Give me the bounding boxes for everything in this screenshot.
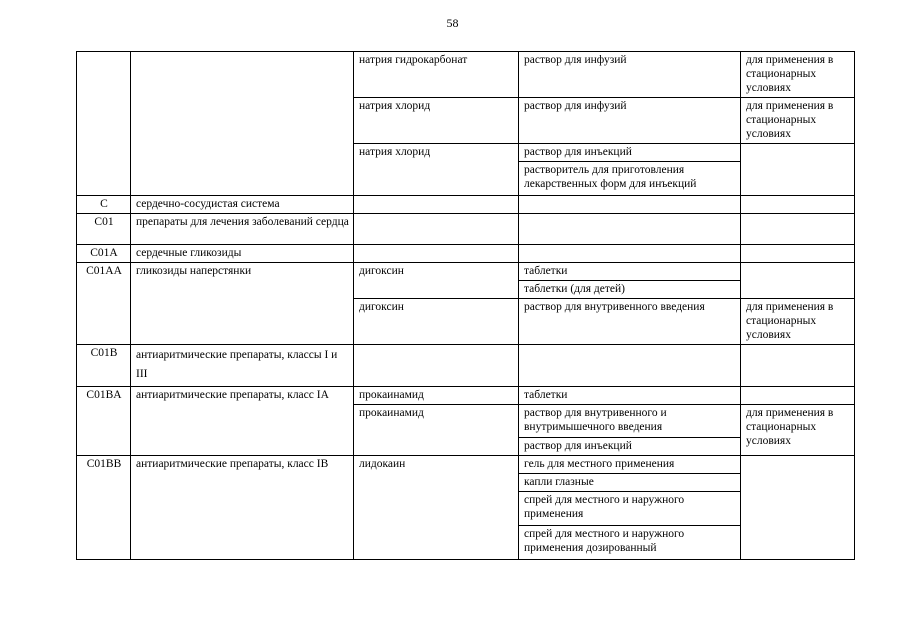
dosage-form-cell [519, 245, 741, 263]
note-cell: для применения в стационарных условиях [741, 299, 855, 345]
drug-name-cell: натрия хлорид [354, 144, 519, 196]
group-name-cell: гликозиды наперстянки [131, 263, 354, 345]
note-cell [741, 196, 855, 214]
dosage-form-cell [519, 196, 741, 214]
dosage-form-cell: таблетки (для детей) [519, 281, 741, 299]
dosage-form-cell: раствор для внутривенного введения [519, 299, 741, 345]
note-cell [741, 245, 855, 263]
page-number: 58 [446, 16, 459, 30]
group-name-cell: сердечные гликозиды [131, 245, 354, 263]
drug-name-cell [354, 245, 519, 263]
note-cell [741, 387, 855, 405]
drug-name-cell: прокаинамид [354, 405, 519, 456]
dosage-form-cell: гель для местного применения [519, 456, 741, 474]
code-cell: C01B [77, 345, 131, 387]
note-cell: для применения в стационарных условиях [741, 405, 855, 456]
table-row [77, 214, 855, 245]
dosage-form-cell [519, 214, 741, 245]
dosage-form-cell [519, 345, 741, 387]
group-name-cell: антиаритмические препараты, класс IB [131, 456, 354, 560]
code-cell: C01BA [77, 387, 131, 456]
table-row [77, 345, 855, 387]
group-name-cell: сердечно-сосудистая система [131, 196, 354, 214]
table-row [77, 263, 855, 281]
dosage-form-cell: раствор для инъекций [519, 438, 741, 456]
dosage-form-cell: спрей для местного и наружного применения дозированный [519, 526, 741, 560]
table-row [77, 456, 855, 474]
table-row [77, 52, 855, 98]
drug-name-cell: лидокаин [354, 456, 519, 560]
dosage-form-cell: раствор для инфузий [519, 98, 741, 144]
group-name-cell: антиаритмические препараты, классы I и III [131, 345, 354, 387]
drug-name-cell: натрия хлорид [354, 98, 519, 144]
drug-table [76, 51, 855, 560]
note-cell: для применения в стационарных условиях [741, 52, 855, 98]
dosage-form-cell: раствор для инфузий [519, 52, 741, 98]
drug-name-cell: прокаинамид [354, 387, 519, 405]
dosage-form-cell: таблетки [519, 263, 741, 281]
table-row [77, 196, 855, 214]
group-name-cell: антиаритмические препараты, класс IA [131, 387, 354, 456]
note-cell: для применения в стационарных условиях [741, 98, 855, 144]
table-row [77, 245, 855, 263]
code-cell: C [77, 196, 131, 214]
drug-name-cell [354, 214, 519, 245]
note-cell [741, 345, 855, 387]
drug-name-cell [354, 345, 519, 387]
code-cell: C01BB [77, 456, 131, 560]
note-cell [741, 214, 855, 245]
note-cell [741, 456, 855, 560]
group-name-cell: препараты для лечения заболеваний сердца [131, 214, 354, 245]
drug-name-cell: дигоксин [354, 299, 519, 345]
code-cell: C01A [77, 245, 131, 263]
dosage-form-cell: капли глазные [519, 474, 741, 492]
drug-name-cell: натрия гидрокарбонат [354, 52, 519, 98]
code-cell: C01 [77, 214, 131, 245]
dosage-form-cell: спрей для местного и наружного применения [519, 492, 741, 526]
code-cell [77, 52, 131, 196]
group-name-cell [131, 52, 354, 196]
dosage-form-cell: раствор для внутривенного и внутримышечного введения [519, 405, 741, 438]
drug-name-cell [354, 196, 519, 214]
code-cell: C01AA [77, 263, 131, 345]
table-row [77, 387, 855, 405]
dosage-form-cell: растворитель для приготовления лекарственных форм для инъекций [519, 162, 741, 196]
note-cell [741, 144, 855, 196]
dosage-form-cell: таблетки [519, 387, 741, 405]
drug-name-cell: дигоксин [354, 263, 519, 299]
note-cell [741, 263, 855, 299]
dosage-form-cell: раствор для инъекций [519, 144, 741, 162]
